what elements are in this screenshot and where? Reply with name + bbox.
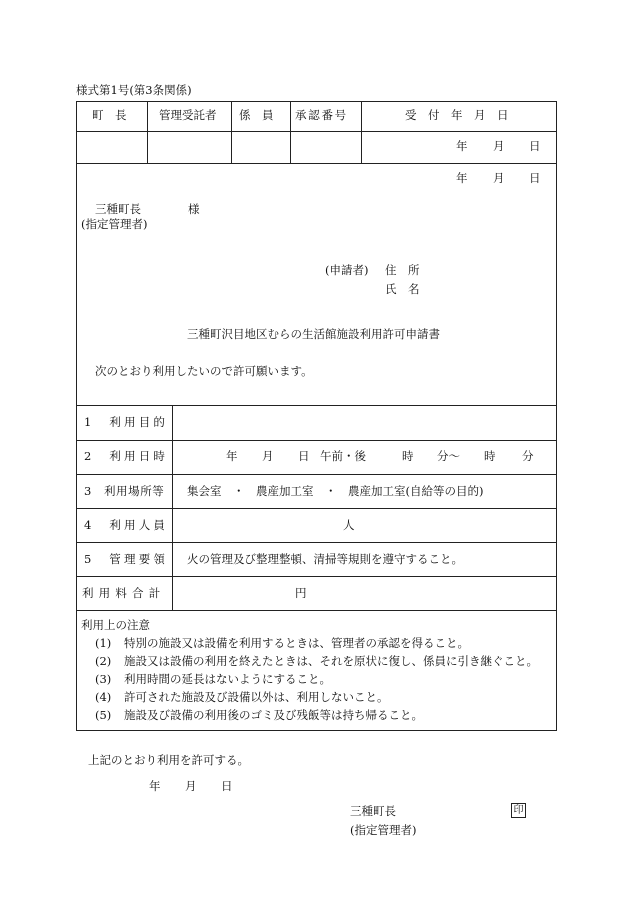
row-divider: [76, 405, 557, 406]
row-label-place: 3 利用場所等: [84, 484, 165, 498]
application-year: 年: [456, 171, 468, 185]
row-divider: [76, 610, 557, 611]
row-divider: [76, 508, 557, 509]
note-number: (3): [95, 672, 112, 686]
form-title: 三種町沢目地区むらの生活館施設利用許可申請書: [187, 327, 440, 341]
signer-manager: (指定管理者): [350, 823, 417, 837]
datetime-end-hour: 時: [484, 449, 496, 463]
datetime-day: 日: [298, 449, 310, 463]
row-value-fee-total: 円: [295, 586, 307, 600]
approval-col-divider: [147, 101, 148, 164]
approval-row-divider: [76, 131, 557, 132]
row-value-management: 火の管理及び整理整頓、清掃等規則を遵守すること。: [187, 552, 463, 566]
form-number: 様式第1号(第3条関係): [76, 83, 192, 97]
row-value-place: 集会室 ・ 農産加工室 ・ 農産加工室(自給等の目的): [187, 484, 484, 498]
approval-col-divider: [290, 101, 291, 164]
approval-col-divider: [231, 101, 232, 164]
note-text: 施設及び設備の利用後のゴミ及び残飯等は持ち帰ること。: [124, 708, 423, 722]
addressee-manager: (指定管理者): [81, 217, 148, 231]
note-number: (4): [95, 690, 112, 704]
address-label: 住 所: [385, 263, 420, 277]
name-label: 氏 名: [385, 282, 420, 296]
note-number: (1): [95, 636, 112, 650]
header-cell-mayor: 町 長: [92, 108, 127, 122]
datetime-am-pm: 午前・後: [320, 449, 366, 463]
permission-year: 年: [149, 779, 161, 793]
row-value-headcount: 人: [343, 518, 355, 532]
row-divider: [76, 542, 557, 543]
received-year: 年: [456, 139, 468, 153]
note-number: (2): [95, 654, 112, 668]
datetime-year: 年: [226, 449, 238, 463]
header-cell-approval-number: 承認番号: [295, 108, 348, 122]
received-month: 月: [493, 139, 505, 153]
row-label-headcount: 4 利用人員: [84, 518, 169, 532]
note-text: 利用時間の延長はないようにすること。: [124, 672, 331, 686]
datetime-start-hour: 時: [402, 449, 414, 463]
row-divider: [76, 474, 557, 475]
received-day: 日: [529, 139, 541, 153]
addressee-honorific: 様: [188, 202, 200, 216]
row-label-datetime: 2 利用日時: [84, 449, 169, 463]
application-month: 月: [493, 171, 505, 185]
application-day: 日: [529, 171, 541, 185]
notes-heading: 利用上の注意: [81, 618, 150, 632]
datetime-month: 月: [262, 449, 274, 463]
permission-day: 日: [221, 779, 233, 793]
addressee-mayor: 三種町長: [95, 202, 141, 216]
row-divider: [76, 440, 557, 441]
signer-mayor: 三種町長: [350, 804, 396, 818]
row-label-fee-total: 利用料合計: [82, 586, 166, 600]
permission-text: 上記のとおり利用を許可する。: [88, 753, 249, 767]
permission-month: 月: [185, 779, 197, 793]
seal-stamp: 印: [511, 803, 526, 818]
header-cell-manager: 管理受託者: [159, 108, 217, 122]
applicant-label: (申請者): [325, 263, 369, 277]
datetime-end-minute: 分: [522, 449, 534, 463]
note-text: 許可された施設及び設備以外は、利用しないこと。: [124, 690, 389, 704]
note-text: 特別の施設又は設備を利用するときは、管理者の承認を得ること。: [124, 636, 469, 650]
row-label-management: 5 管理要領: [84, 552, 169, 566]
header-cell-received-date: 受 付 年 月 日: [405, 108, 509, 122]
label-column-divider: [172, 405, 173, 610]
row-label-purpose: 1 利用目的: [84, 415, 169, 429]
approval-col-divider: [361, 101, 362, 164]
header-cell-staff: 係 員: [239, 108, 274, 122]
datetime-start-minute: 分～: [437, 449, 460, 463]
note-number: (5): [95, 708, 112, 722]
row-divider: [76, 576, 557, 577]
note-text: 施設又は設備の利用を終えたときは、それを原状に復し、係員に引き継ぐこと。: [124, 654, 538, 668]
intro-text: 次のとおり利用したいので許可願います。: [95, 364, 313, 378]
